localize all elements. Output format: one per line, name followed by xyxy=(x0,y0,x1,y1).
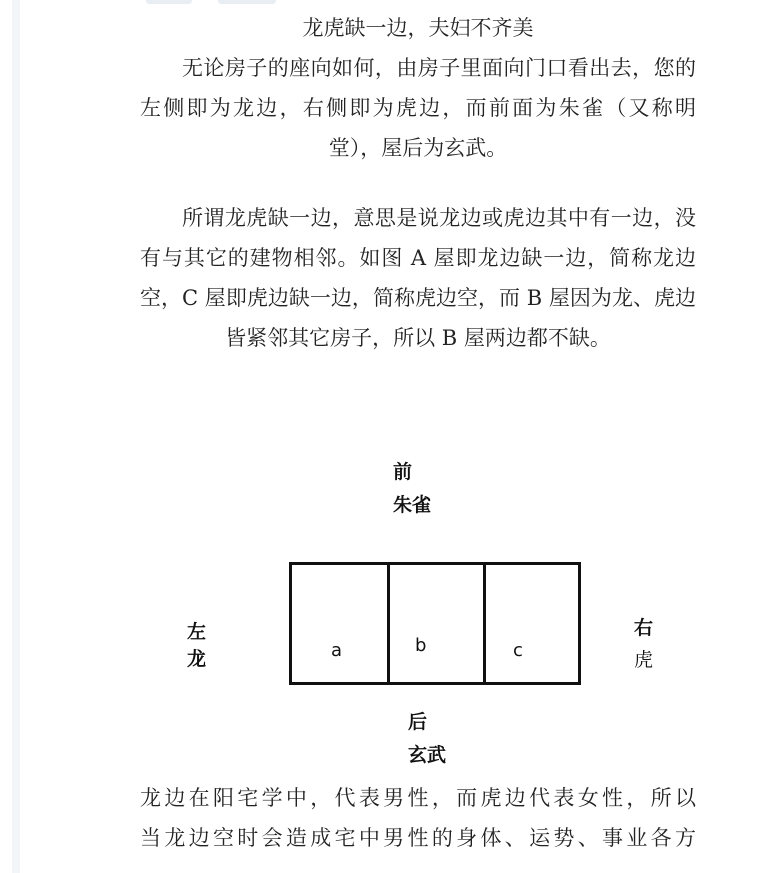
paragraph-gap xyxy=(140,168,696,198)
house-b-label: b xyxy=(415,635,427,656)
diagram-front-label: 前 xyxy=(393,461,413,483)
left-margin-rule xyxy=(12,0,20,873)
article-body xyxy=(140,8,696,358)
article-continuation xyxy=(140,778,696,858)
paragraph-meaning-line-1: 龙边在阳宅学中，代表男性，而虎边代表女性，所以 xyxy=(140,786,696,810)
diagram-right-name: 虎 xyxy=(634,649,654,671)
top-tab-fragment xyxy=(218,0,276,4)
house-divider xyxy=(387,565,390,682)
house-c-label: c xyxy=(513,640,523,661)
article-heading: 龙虎缺一边，夫妇不齐美 xyxy=(302,16,534,40)
houses-row xyxy=(289,562,581,685)
diagram-back-name: 玄武 xyxy=(408,744,447,766)
paragraph-meaning-line-2: 当龙边空时会造成宅中男性的身体、运势、事业各方 xyxy=(140,826,696,850)
diagram-front-name: 朱雀 xyxy=(393,494,432,516)
diagram-back-label: 后 xyxy=(408,711,428,733)
diagram-left-label: 左 xyxy=(187,621,207,643)
house-a-label: a xyxy=(331,640,343,661)
diagram-left-name: 龙 xyxy=(187,648,207,670)
top-tab-fragment xyxy=(146,0,192,4)
paragraph-definition: 所谓龙虎缺一边，意思是说龙边或虎边其中有一边，没有与其它的建物相邻。如图 A 屋即龙边缺一边，简称龙边空，C 屋即虎边缺一边，简称虎边空，而 B 屋因为龙、虎边皆紧邻其它房子，所以 B 屋两边都不缺。 xyxy=(140,206,696,350)
house-divider xyxy=(483,565,486,682)
paragraph-orientation: 无论房子的座向如何，由房子里面向门口看出去，您的左侧即为龙边，右侧即为虎边，而前面为朱雀（又称明堂），屋后为玄武。 xyxy=(140,56,696,160)
diagram-right-label: 右 xyxy=(634,617,654,639)
